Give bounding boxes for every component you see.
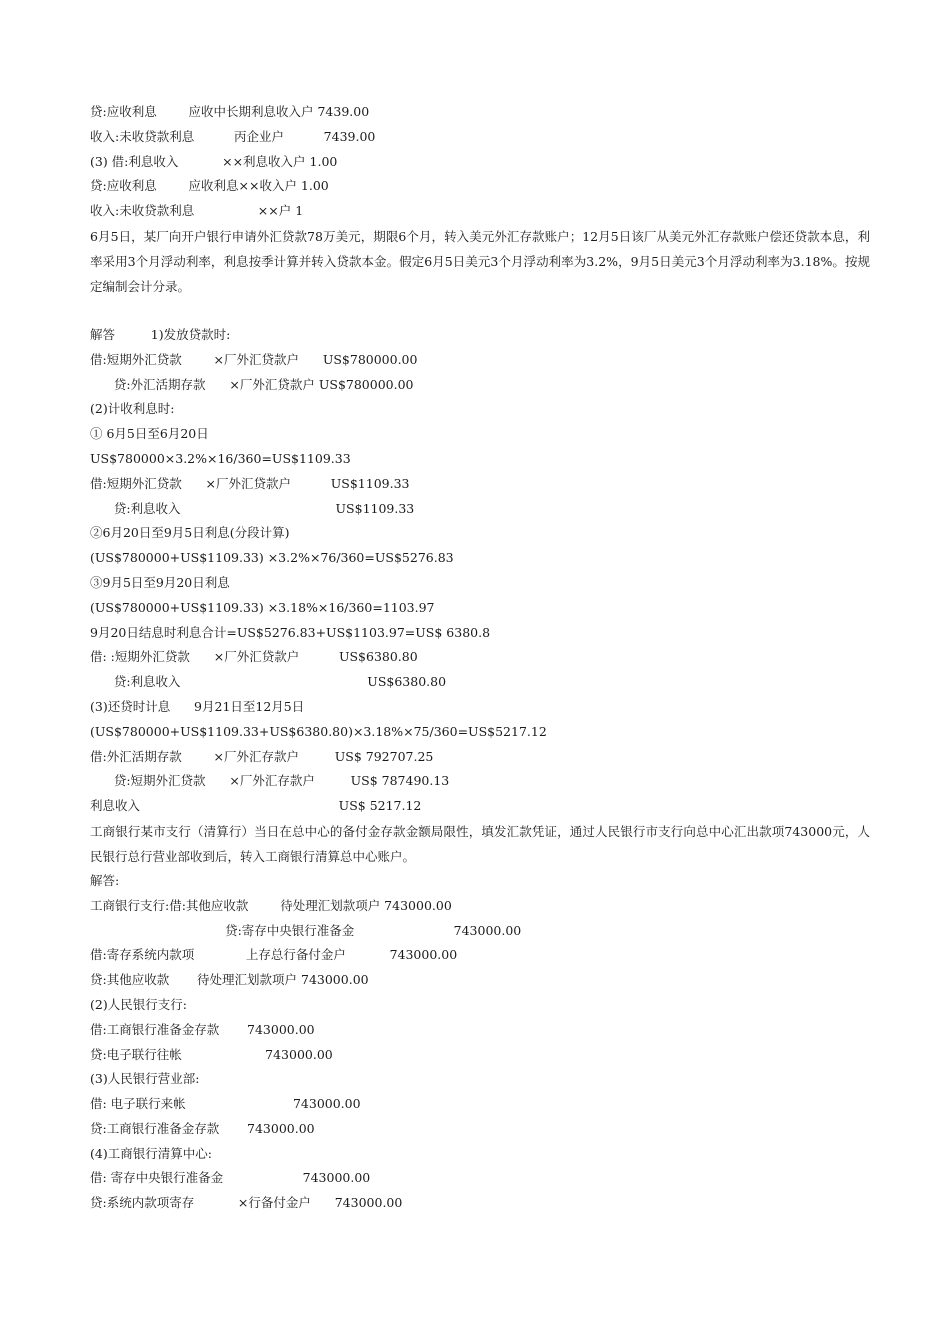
answer-line: 贷:利息收入 US$6380.80 — [90, 674, 447, 690]
answer-line: 借:短期外汇贷款 ×厂外汇贷款户 US$1109.33 — [90, 475, 410, 491]
answer-line: 借:外汇活期存款 ×厂外汇存款户 US$ 792707.25 — [90, 748, 434, 764]
answer-line: 贷:系统内款项寄存 ×行备付金户 743000.00 — [90, 1195, 403, 1211]
answer-line: ① 6月5日至6月20日 — [90, 426, 209, 442]
answer-line: (3)还贷时计息 9月21日至12月5日 — [90, 698, 305, 714]
answer-line: (4)工商银行清算中心: — [90, 1145, 212, 1161]
answer-line: 贷:寄存中央银行准备金 743000.00 — [90, 922, 522, 938]
answer-line: 解答 1)发放贷款时: — [90, 326, 231, 342]
entry-line: 收入:未收贷款利息 丙企业户 7439.00 — [90, 128, 376, 144]
answer-line: ②6月20日至9月5日利息(分段计算) — [90, 525, 290, 541]
answer-line: 借: :短期外汇贷款 ×厂外汇贷款户 US$6380.80 — [90, 649, 418, 665]
answer-line: 贷:短期外汇贷款 ×厂外汇存款户 US$ 787490.13 — [90, 773, 450, 789]
entry-line: (3) 借:利息收入 ××利息收入户 1.00 — [90, 153, 338, 169]
answer-line: (2)人民银行支行: — [90, 996, 187, 1012]
answer-line: 贷:利息收入 US$1109.33 — [90, 500, 415, 516]
answer-section — [90, 869, 870, 1216]
answer-line: 贷:电子联行往帐 743000.00 — [90, 1046, 333, 1062]
answer-line: 解答: — [90, 872, 120, 888]
answer-line: (US$780000+US$1109.33) ×3.18%×16/360=1103.97 — [90, 599, 435, 615]
answer-line: 借:寄存系统内款项 上存总行备付金户 743000.00 — [90, 947, 458, 963]
entry-line: 贷:应收利息 应收中长期利息收入户 7439.00 — [90, 104, 370, 119]
answer-line: 工商银行支行:借:其他应收款 待处理汇划款项户 743000.00 — [90, 897, 452, 913]
answer-line: 利息收入 US$ 5217.12 — [90, 798, 422, 814]
answer-line: (2)计收利息时: — [90, 401, 175, 417]
answer-line: US$780000×3.2%×16/360=US$1109.33 — [90, 450, 351, 466]
answer-line: (US$780000+US$1109.33) ×3.2%×76/360=US$5276.83 — [90, 550, 454, 566]
answer-line: ③9月5日至9月20日利息 — [90, 574, 230, 590]
answer-line: 贷:其他应收款 待处理汇划款项户 743000.00 — [90, 972, 369, 988]
entry-line: 收入:未收贷款利息 ××户 1 — [90, 203, 304, 219]
answer-line: 借:短期外汇贷款 ×厂外汇贷款户 US$780000.00 — [90, 351, 418, 367]
entry-line: 贷:应收利息 应收利息××收入户 1.00 — [90, 178, 329, 194]
entries-continued — [90, 100, 870, 224]
answer-line: 借:工商银行准备金存款 743000.00 — [90, 1021, 315, 1037]
answer-line: 贷:外汇活期存款 ×厂外汇贷款户 US$780000.00 — [90, 376, 414, 392]
answer-line: 贷:工商银行准备金存款 743000.00 — [90, 1120, 315, 1136]
answer-line: (3)人民银行营业部: — [90, 1071, 200, 1087]
problem-statement: 工商银行某市支行（清算行）当日在总中心的备付金存款金额局限性，填发汇款凭证，通过人民银行市支行向总中心汇出款项743000元，人民银行总行营业部收到后，转入工商银行清算总中心账户。 — [90, 823, 870, 864]
document-body — [90, 100, 870, 1216]
answer-line: 借: 寄存中央银行准备金 743000.00 — [90, 1170, 371, 1186]
answer-line: 9月20日结息时利息合计=US$5276.83+US$1103.97=US$ 6380.8 — [90, 624, 491, 640]
problem-statement: 6月5日，某厂向开户银行申请外汇贷款78万美元，期限6个月，转入美元外汇存款账户；12月5日该厂从美元外汇存款账户偿还贷款本息，利率采用3个月浮动利率，利息按季计算并转入贷款本金。假定6月5日美元3个月浮动利率为3.2%，9月5日美元3个月浮动利率为3.18%。按规定编制会计分录。 — [90, 228, 870, 294]
answer-line: 借: 电子联行来帐 743000.00 — [90, 1096, 361, 1112]
spacer — [90, 299, 870, 323]
answer-section — [90, 323, 870, 819]
answer-line: (US$780000+US$1109.33+US$6380.80)×3.18%×75/360=US$5217.12 — [90, 723, 547, 739]
